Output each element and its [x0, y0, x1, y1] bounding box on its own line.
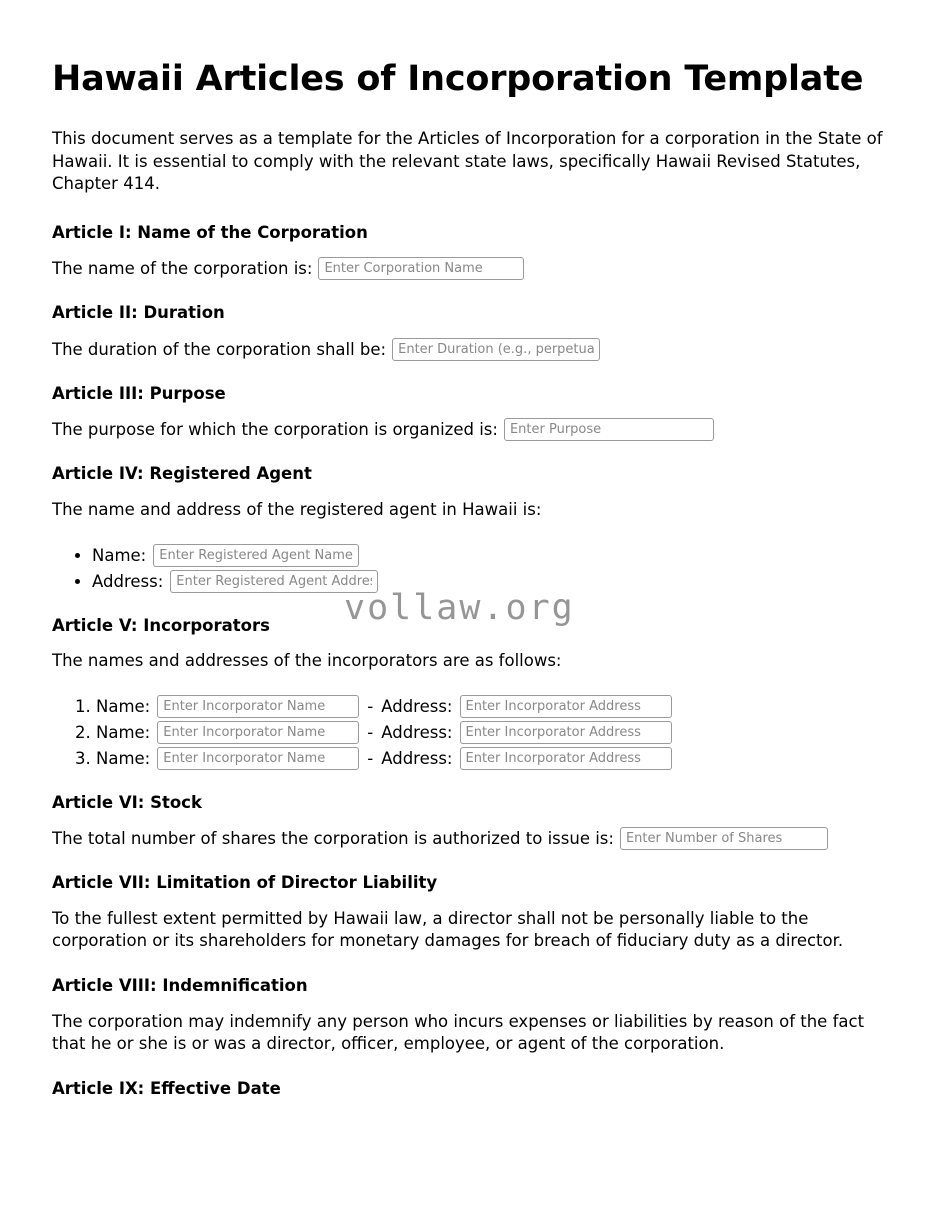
incorporator-address-label: Address: — [381, 722, 453, 742]
article-v-heading: Article V: Incorporators — [52, 615, 270, 635]
article-vi-heading: Article VI: Stock — [52, 792, 202, 812]
list-item — [96, 695, 891, 718]
list-item — [96, 721, 891, 744]
list-item — [92, 544, 891, 567]
list-item — [96, 747, 891, 770]
article-iii-heading: Article III: Purpose — [52, 383, 226, 403]
article-i-row — [52, 257, 891, 280]
incorporator-separator: - — [367, 696, 374, 716]
incorporator-address-label: Address: — [381, 748, 453, 768]
shares-label: The total number of shares the corporation is authorized to issue is: — [52, 829, 614, 849]
article-ix-heading: Article IX: Effective Date — [52, 1079, 281, 1099]
incorporator-separator: - — [367, 722, 374, 742]
registered-agent-intro: The name and address of the registered agent in Hawaii is: — [52, 499, 542, 519]
article-iii-row — [52, 418, 891, 441]
duration-input[interactable] — [392, 338, 600, 361]
article-ii-heading: Article II: Duration — [52, 303, 225, 323]
article-ii-row — [52, 338, 891, 361]
incorporator-2-name-input[interactable] — [157, 721, 359, 744]
purpose-label: The purpose for which the corporation is organized is: — [52, 420, 498, 440]
incorporators-list — [52, 695, 891, 770]
article-vii-heading: Article VII: Limitation of Director Liability — [52, 873, 438, 893]
duration-label: The duration of the corporation shall be: — [52, 339, 387, 359]
number-of-shares-input[interactable] — [620, 827, 828, 850]
incorporator-2-address-input[interactable] — [460, 721, 672, 744]
incorporator-name-label: 2. Name: — [96, 722, 151, 742]
list-item — [92, 570, 891, 593]
article-vii-body: To the fullest extent permitted by Hawaii law, a director shall not be personally liable to the corporation or its shareholders for monetary damages for breach of fiduciary duty as a director. — [52, 908, 844, 951]
article-vi-row — [52, 827, 891, 850]
page-title: Hawaii Articles of Incorporation Template — [52, 59, 864, 99]
incorporator-name-label: 1. Name: — [96, 696, 151, 716]
registered-agent-name-input[interactable] — [153, 544, 359, 567]
incorporator-address-label: Address: — [381, 696, 453, 716]
agent-name-label: • Name: — [92, 545, 147, 565]
article-viii-heading: Article VIII: Indemnification — [52, 976, 308, 996]
incorporator-1-name-input[interactable] — [157, 695, 359, 718]
incorporator-3-name-input[interactable] — [157, 747, 359, 770]
article-iv-heading: Article IV: Registered Agent — [52, 464, 312, 484]
watermark: vollaw.org — [344, 588, 575, 628]
incorporator-name-label: 3. Name: — [96, 748, 151, 768]
incorporator-separator: - — [367, 748, 374, 768]
article-viii-body: The corporation may indemnify any person who incurs expenses or liabilities by reason of the fact that he or she is or was a director, officer, employee, or agent of the corporation. — [52, 1011, 865, 1054]
incorporator-1-address-input[interactable] — [460, 695, 672, 718]
incorporators-intro: The names and addresses of the incorporators are as follows: — [52, 651, 562, 670]
article-i-heading: Article I: Name of the Corporation — [52, 223, 368, 243]
registered-agent-list — [52, 544, 891, 593]
corporation-name-label: The name of the corporation is: — [52, 259, 313, 279]
agent-address-label: • Address: — [92, 571, 164, 591]
registered-agent-address-input[interactable] — [170, 570, 378, 593]
intro-paragraph: This document serves as a template for the Articles of Incorporation for a corporation in the State of Hawaii. It is essential to comply with the relevant state laws, specifically Hawaii Revised Statutes, Chapter 414. — [52, 128, 883, 194]
incorporator-3-address-input[interactable] — [460, 747, 672, 770]
corporation-name-input[interactable] — [318, 257, 524, 280]
purpose-input[interactable] — [504, 418, 714, 441]
